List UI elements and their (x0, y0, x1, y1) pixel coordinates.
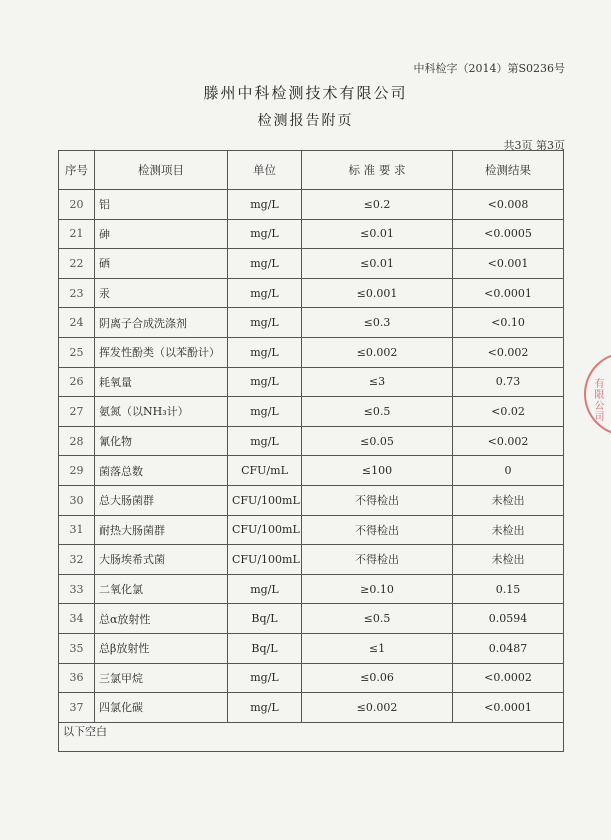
unit: CFU/100mL (228, 515, 302, 545)
table-row (59, 308, 564, 338)
test-result: 0.15 (453, 574, 564, 604)
test-item: 三氯甲烷 (95, 663, 228, 693)
row-number: 25 (59, 337, 95, 367)
standard-requirement: ≤1 (302, 633, 453, 663)
test-item: 汞 (95, 278, 228, 308)
test-result: 0.0487 (453, 633, 564, 663)
unit: mg/L (228, 308, 302, 338)
test-item: 硒 (95, 249, 228, 279)
standard-requirement: ≤0.002 (302, 693, 453, 723)
test-result: <0.002 (453, 426, 564, 456)
unit: CFU/mL (228, 456, 302, 486)
standard-requirement: ≤0.001 (302, 278, 453, 308)
table-row (59, 456, 564, 486)
col-header-result: 检测结果 (453, 151, 564, 190)
row-number: 33 (59, 574, 95, 604)
unit: mg/L (228, 190, 302, 220)
table-row (59, 604, 564, 634)
unit: mg/L (228, 426, 302, 456)
unit: mg/L (228, 574, 302, 604)
test-item: 总α放射性 (95, 604, 228, 634)
test-item: 耐热大肠菌群 (95, 515, 228, 545)
standard-requirement: ≤0.3 (302, 308, 453, 338)
row-number: 30 (59, 485, 95, 515)
test-item: 铝 (95, 190, 228, 220)
unit: CFU/100mL (228, 545, 302, 575)
standard-requirement: ≤0.2 (302, 190, 453, 220)
col-header-item: 检测项目 (95, 151, 228, 190)
standard-requirement: ≤100 (302, 456, 453, 486)
row-number: 23 (59, 278, 95, 308)
row-number: 34 (59, 604, 95, 634)
row-number: 37 (59, 693, 95, 723)
unit: mg/L (228, 693, 302, 723)
standard-requirement: ≤0.01 (302, 219, 453, 249)
unit: mg/L (228, 663, 302, 693)
test-item: 菌落总数 (95, 456, 228, 486)
page-indicator: 共3页 第3页 (503, 139, 565, 152)
table-row (59, 219, 564, 249)
standard-requirement: ≤3 (302, 367, 453, 397)
row-number: 29 (59, 456, 95, 486)
seal-text: 有限公司 (592, 378, 603, 422)
standard-requirement: ≤0.5 (302, 397, 453, 427)
footer-note: 以下空白 (59, 722, 564, 752)
test-item: 阴离子合成洗涤剂 (95, 308, 228, 338)
unit: mg/L (228, 337, 302, 367)
row-number: 35 (59, 633, 95, 663)
table-row (59, 337, 564, 367)
page-title: 检测报告附页 (257, 113, 354, 129)
table-row (59, 190, 564, 220)
unit: mg/L (228, 397, 302, 427)
row-number: 31 (59, 515, 95, 545)
table-row (59, 278, 564, 308)
report-number: 中科检字（2014）第S0236号 (413, 62, 565, 75)
row-number: 27 (59, 397, 95, 427)
table-row (59, 545, 564, 575)
table-row (59, 367, 564, 397)
test-result: 0 (453, 456, 564, 486)
test-item: 耗氧量 (95, 367, 228, 397)
test-result: 0.73 (453, 367, 564, 397)
standard-requirement: ≤0.5 (302, 604, 453, 634)
standard-requirement: ≤0.05 (302, 426, 453, 456)
standard-requirement: 不得检出 (302, 545, 453, 575)
unit: Bq/L (228, 604, 302, 634)
test-result: <0.0001 (453, 278, 564, 308)
test-item: 四氯化碳 (95, 693, 228, 723)
row-number: 26 (59, 367, 95, 397)
test-result: <0.02 (453, 397, 564, 427)
table-header-row (59, 151, 564, 190)
standard-requirement: ≤0.002 (302, 337, 453, 367)
row-number: 28 (59, 426, 95, 456)
table-row (59, 693, 564, 723)
standard-requirement: 不得检出 (302, 515, 453, 545)
table-row (59, 426, 564, 456)
row-number: 22 (59, 249, 95, 279)
table-row (59, 574, 564, 604)
company-seal (584, 352, 611, 436)
col-header-unit: 单位 (228, 151, 302, 190)
col-header-standard: 标 准 要 求 (302, 151, 453, 190)
unit: mg/L (228, 219, 302, 249)
test-item: 总β放射性 (95, 633, 228, 663)
row-number: 20 (59, 190, 95, 220)
table-row (59, 663, 564, 693)
test-item: 二氧化氯 (95, 574, 228, 604)
table-row (59, 397, 564, 427)
footer-row (59, 722, 564, 752)
table-row (59, 485, 564, 515)
test-result: <0.0002 (453, 663, 564, 693)
standard-requirement: ≥0.10 (302, 574, 453, 604)
company-name: 滕州中科检测技术有限公司 (203, 84, 408, 102)
test-result: 未检出 (453, 515, 564, 545)
unit: mg/L (228, 367, 302, 397)
test-result: 0.0594 (453, 604, 564, 634)
test-result: 未检出 (453, 485, 564, 515)
table-row (59, 633, 564, 663)
standard-requirement: ≤0.06 (302, 663, 453, 693)
unit: Bq/L (228, 633, 302, 663)
unit: mg/L (228, 249, 302, 279)
test-result: <0.008 (453, 190, 564, 220)
row-number: 21 (59, 219, 95, 249)
test-result: 未检出 (453, 545, 564, 575)
row-number: 32 (59, 545, 95, 575)
test-item: 总大肠菌群 (95, 485, 228, 515)
test-result: <0.0005 (453, 219, 564, 249)
test-result: <0.10 (453, 308, 564, 338)
row-number: 24 (59, 308, 95, 338)
test-item: 氰化物 (95, 426, 228, 456)
test-result: <0.0001 (453, 693, 564, 723)
col-header-no: 序号 (59, 151, 95, 190)
row-number: 36 (59, 663, 95, 693)
test-item: 氨氮（以NH₃计） (95, 397, 228, 427)
standard-requirement: 不得检出 (302, 485, 453, 515)
table-row (59, 249, 564, 279)
test-item: 大肠埃希式菌 (95, 545, 228, 575)
unit: mg/L (228, 278, 302, 308)
test-result: <0.002 (453, 337, 564, 367)
results-table (58, 150, 564, 752)
test-result: <0.001 (453, 249, 564, 279)
table-row (59, 515, 564, 545)
unit: CFU/100mL (228, 485, 302, 515)
test-item: 砷 (95, 219, 228, 249)
standard-requirement: ≤0.01 (302, 249, 453, 279)
test-item: 挥发性酚类（以苯酚计） (95, 337, 228, 367)
